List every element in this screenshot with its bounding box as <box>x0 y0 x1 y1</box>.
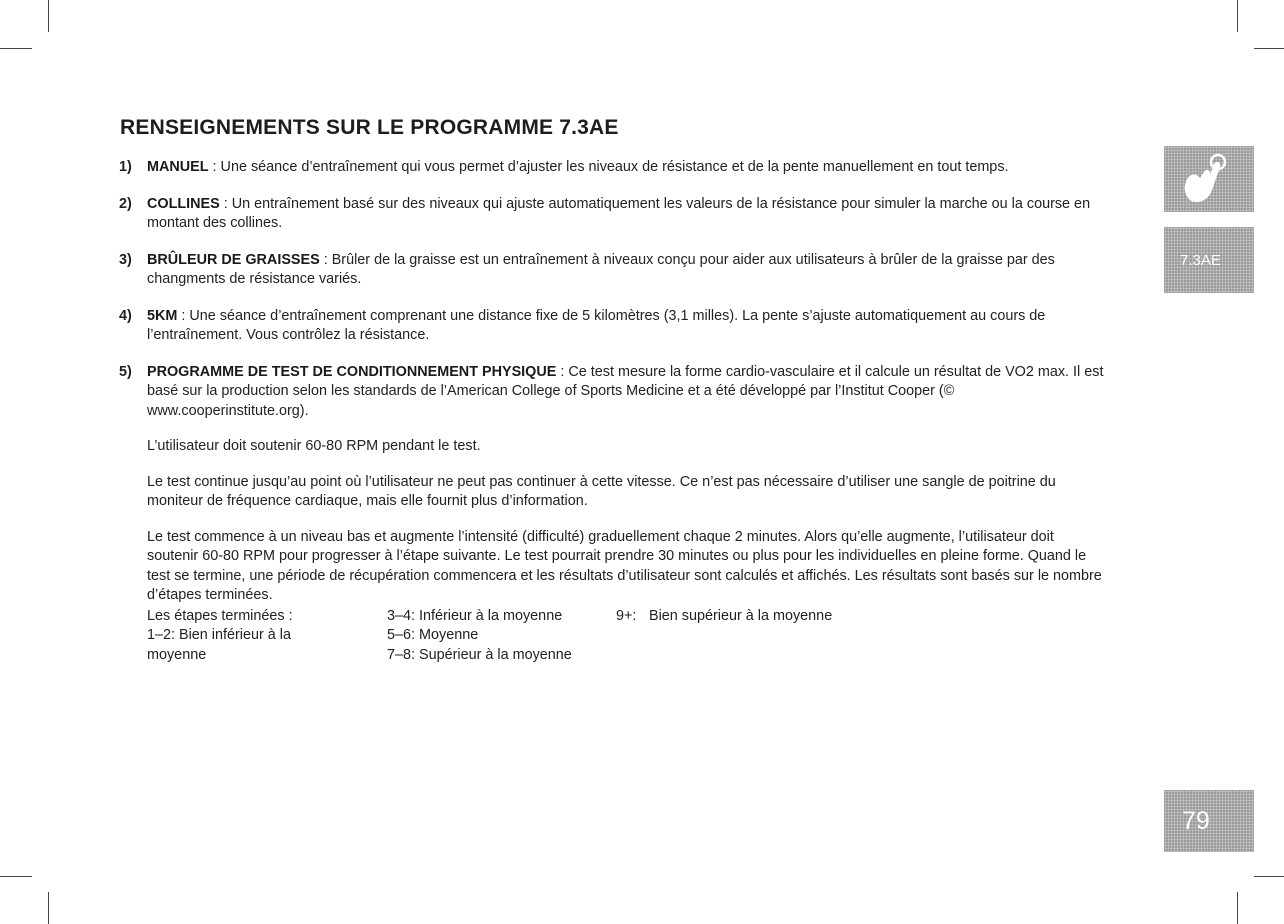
touch-hand-icon <box>1178 152 1240 208</box>
steps-row: 1–2: Bien inférieur à la <box>147 627 291 643</box>
item-body: : Une séance d’entraînement qui vous permet d’ajuster les niveaux de résistance et de la pente manuellement en tout temps. <box>208 159 1009 175</box>
item-number: 3) <box>119 251 132 268</box>
item-heading: COLLINES <box>147 195 220 212</box>
crop-mark <box>0 876 32 877</box>
crop-mark <box>1237 0 1238 32</box>
side-tab-model <box>1164 227 1254 293</box>
steps-row-number: 9+: <box>616 607 637 624</box>
item-text <box>147 307 1109 346</box>
list-item <box>119 307 1109 346</box>
item-text <box>147 363 1109 422</box>
side-tab-icon <box>1164 146 1254 212</box>
page-number: 79 <box>1182 806 1210 835</box>
item-number: 1) <box>119 159 132 175</box>
steps-row: 7–8: Supérieur à la moyenne <box>387 646 572 663</box>
item-number: 4) <box>119 307 132 324</box>
list-item <box>119 251 1109 290</box>
crop-mark <box>0 48 32 49</box>
steps-row-text: Bien supérieur à la moyenne <box>649 607 833 624</box>
steps-row: moyenne <box>147 646 207 663</box>
steps-row: 5–6: Moyenne <box>387 627 479 643</box>
item-text <box>147 251 1109 290</box>
item-paragraph: L’utilisateur doit soutenir 60-80 RPM pendant le test. <box>147 438 481 454</box>
steps-table <box>147 607 1109 666</box>
crop-mark <box>48 892 49 924</box>
item-body: : Un entraînement basé sur des niveaux qui ajuste automatiquement les valeurs de la résistance pour simuler la marche ou la course en montant des collines. <box>147 195 1091 231</box>
crop-mark <box>1254 876 1284 877</box>
steps-row <box>616 607 832 627</box>
item-body: : Ce test mesure la forme cardio-vasculaire et il calcule un résultat de VO2 max. Il est basé sur la production selon les standards de l’American College of Sports Medicine et a été développé par l’Institut Cooper (© www.cooperinstitute.org). <box>147 363 1104 419</box>
list-item <box>119 363 1109 666</box>
steps-column <box>387 607 616 666</box>
program-list <box>119 158 1109 682</box>
item-body: : Brûler de la graisse est un entraînement à niveaux conçu pour aider aux utilisateurs à brûler de la graisse par des changments de résistance variés. <box>147 251 1055 287</box>
item-heading: MANUEL <box>147 159 209 175</box>
side-tab-label: 7.3AE <box>1180 251 1221 269</box>
crop-mark <box>48 0 49 32</box>
steps-row: 3–4: Inférieur à la moyenne <box>387 607 563 624</box>
item-number: 2) <box>119 195 132 212</box>
item-text <box>147 195 1109 234</box>
crop-mark <box>1254 48 1284 49</box>
item-heading: 5KM <box>147 307 178 324</box>
item-text <box>147 158 1109 178</box>
steps-label: Les étapes terminées : <box>147 607 293 624</box>
item-body: : Une séance d’entraînement comprenant une distance fixe de 5 kilomètres (3,1 milles). La pente s’ajuste automatiquement au cours de l’entraînement. Vous contrôlez la résistance. <box>147 307 1046 343</box>
steps-column <box>616 607 832 666</box>
item-heading: PROGRAMME DE TEST DE CONDITIONNEMENT PHYSIQUE <box>147 363 557 380</box>
crop-mark <box>1237 892 1238 924</box>
item-paragraph: Le test commence à un niveau bas et augmente l’intensité (difficulté) graduellement chaque 2 minutes. Alors qu’elle augmente, l’utilisateur doit soutenir 60-80 RPM pour progresser à l’étape suivante. Le test pourrait prendre 30 minutes ou plus pour les individuelles en pleine forme. Quand le test se termine, une période de récupération commencera et les résultats d’utilisateur sont calculés et affichés. Les résultats sont basés sur le nombre d’étapes terminées. <box>147 528 1102 603</box>
page-number-tab <box>1164 790 1254 852</box>
page-title: RENSEIGNEMENTS SUR LE PROGRAMME 7.3AE <box>120 116 619 139</box>
steps-column <box>147 607 387 666</box>
list-item <box>119 158 1109 178</box>
item-number: 5) <box>119 363 132 380</box>
list-item <box>119 195 1109 234</box>
item-paragraph: Le test continue jusqu’au point où l’utilisateur ne peut pas continuer à cette vitesse. Ce n’est pas nécessaire d’utiliser une sangle de poitrine du moniteur de fréquence cardiaque, mais elle fournit plus d’information. <box>147 473 1056 509</box>
item-heading: BRÛLEUR DE GRAISSES <box>147 251 320 268</box>
